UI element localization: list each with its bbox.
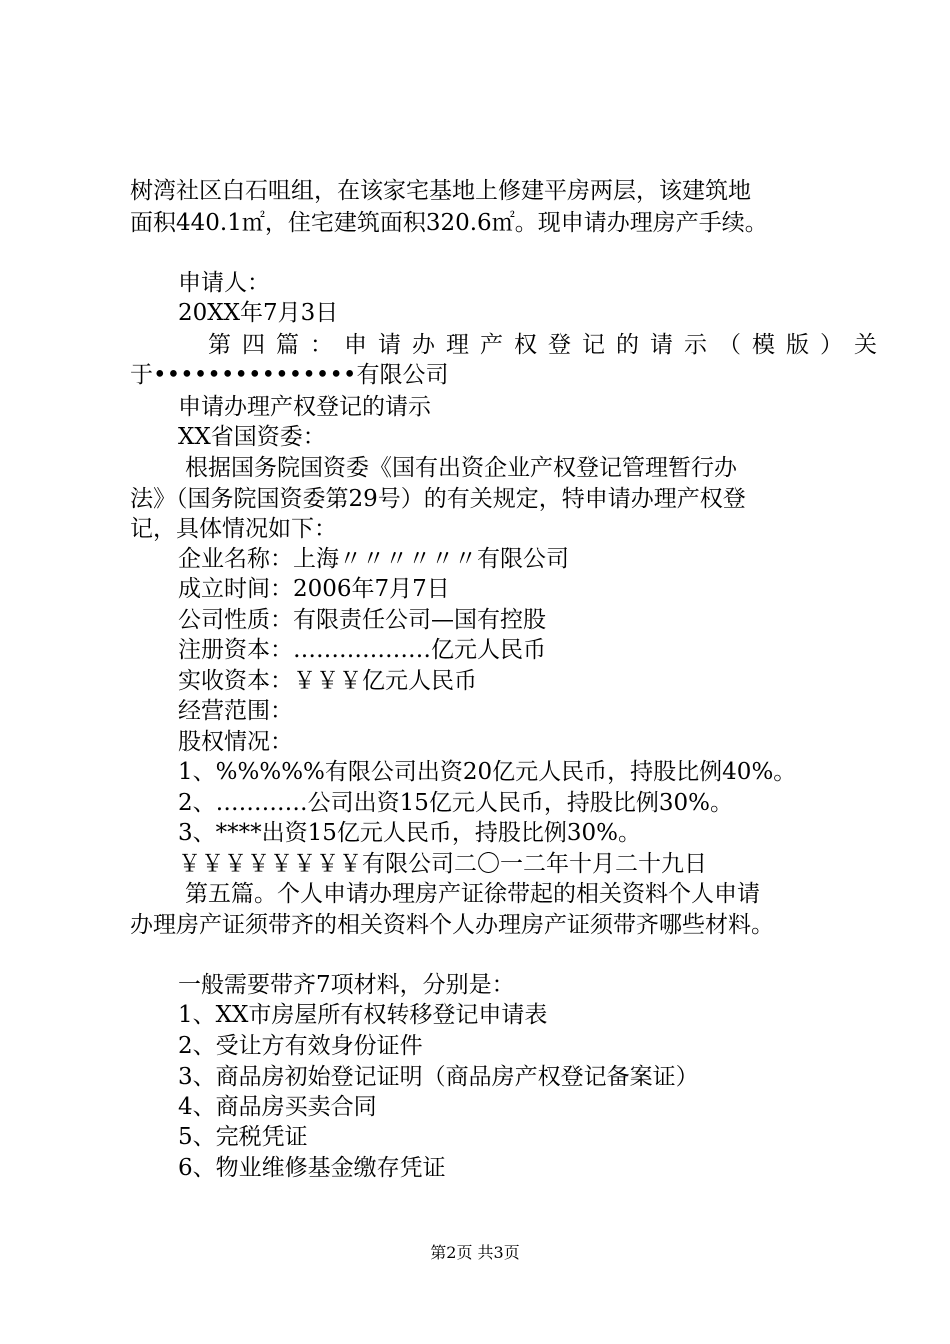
applicant-label: 申请人： [178,270,270,296]
materials-intro: 一般需要带齐7项材料，分别是： [178,972,515,998]
founding-date: 成立时间：2006年7月7日 [178,576,450,602]
paragraph-line: 根据国务院国资委《国有出资企业产权登记管理暂行办 [185,455,737,481]
paragraph-line: 法》（国务院国资委第29号）的有关规定，特申请办理产权登 [130,486,746,512]
request-title: 申请办理产权登记的请示 [178,394,431,420]
addressee: XX省国资委： [178,424,326,450]
material-item: 6、物业维修基金缴存凭证 [178,1155,446,1181]
paragraph-line: 树湾社区白石咀组，在该家宅基地上修建平房两层，该建筑地 [130,178,751,204]
equity-item: 2、…………公司出资15亿元人民币，持股比例30%。 [178,790,734,816]
company-type: 公司性质：有限责任公司—国有控股 [178,607,546,633]
registered-capital: 注册资本：………………亿元人民币 [178,637,546,663]
equity-label: 股权情况： [178,729,293,755]
equity-item: 1、%%%%%有限公司出资20亿元人民币，持股比例40%。 [178,759,797,785]
business-scope: 经营范围： [178,698,293,724]
material-item: 4、商品房买卖合同 [178,1094,377,1120]
page-footer: 第2页 共3页 [430,1243,520,1262]
paid-in-capital: 实收资本：￥￥￥亿元人民币 [178,668,477,694]
section-heading: 第四篇：申请办理产权登记的请示（模版）关 [208,332,888,358]
date-line: 20XX年7月3日 [178,300,339,326]
signature-line: ￥￥￥￥￥￥￥￥有限公司二〇一二年十月二十九日 [178,851,707,877]
paragraph-line: 办理房产证须带齐的相关资料个人办理房产证须带齐哪些材料。 [130,912,774,938]
equity-item: 3、****出资15亿元人民币，持股比例30%。 [178,820,642,846]
section-heading: 第五篇。个人申请办理房产证徐带起的相关资料个人申请 [185,881,760,907]
section-heading-continued: 于•••••••••••••••有限公司 [130,362,449,388]
paragraph-line: 记，具体情况如下： [130,516,337,542]
material-item: 3、商品房初始登记证明（商品房产权登记备案证） [178,1064,699,1090]
material-item: 5、完税凭证 [178,1124,308,1150]
company-name: 企业名称：上海〃〃〃〃〃〃有限公司 [178,546,569,572]
paragraph-line: 面积440.1㎡，住宅建筑面积320.6㎡。现申请办理房产手续。 [130,210,768,236]
material-item: 1、XX市房屋所有权转移登记申请表 [178,1002,548,1028]
material-item: 2、受让方有效身份证件 [178,1033,423,1059]
